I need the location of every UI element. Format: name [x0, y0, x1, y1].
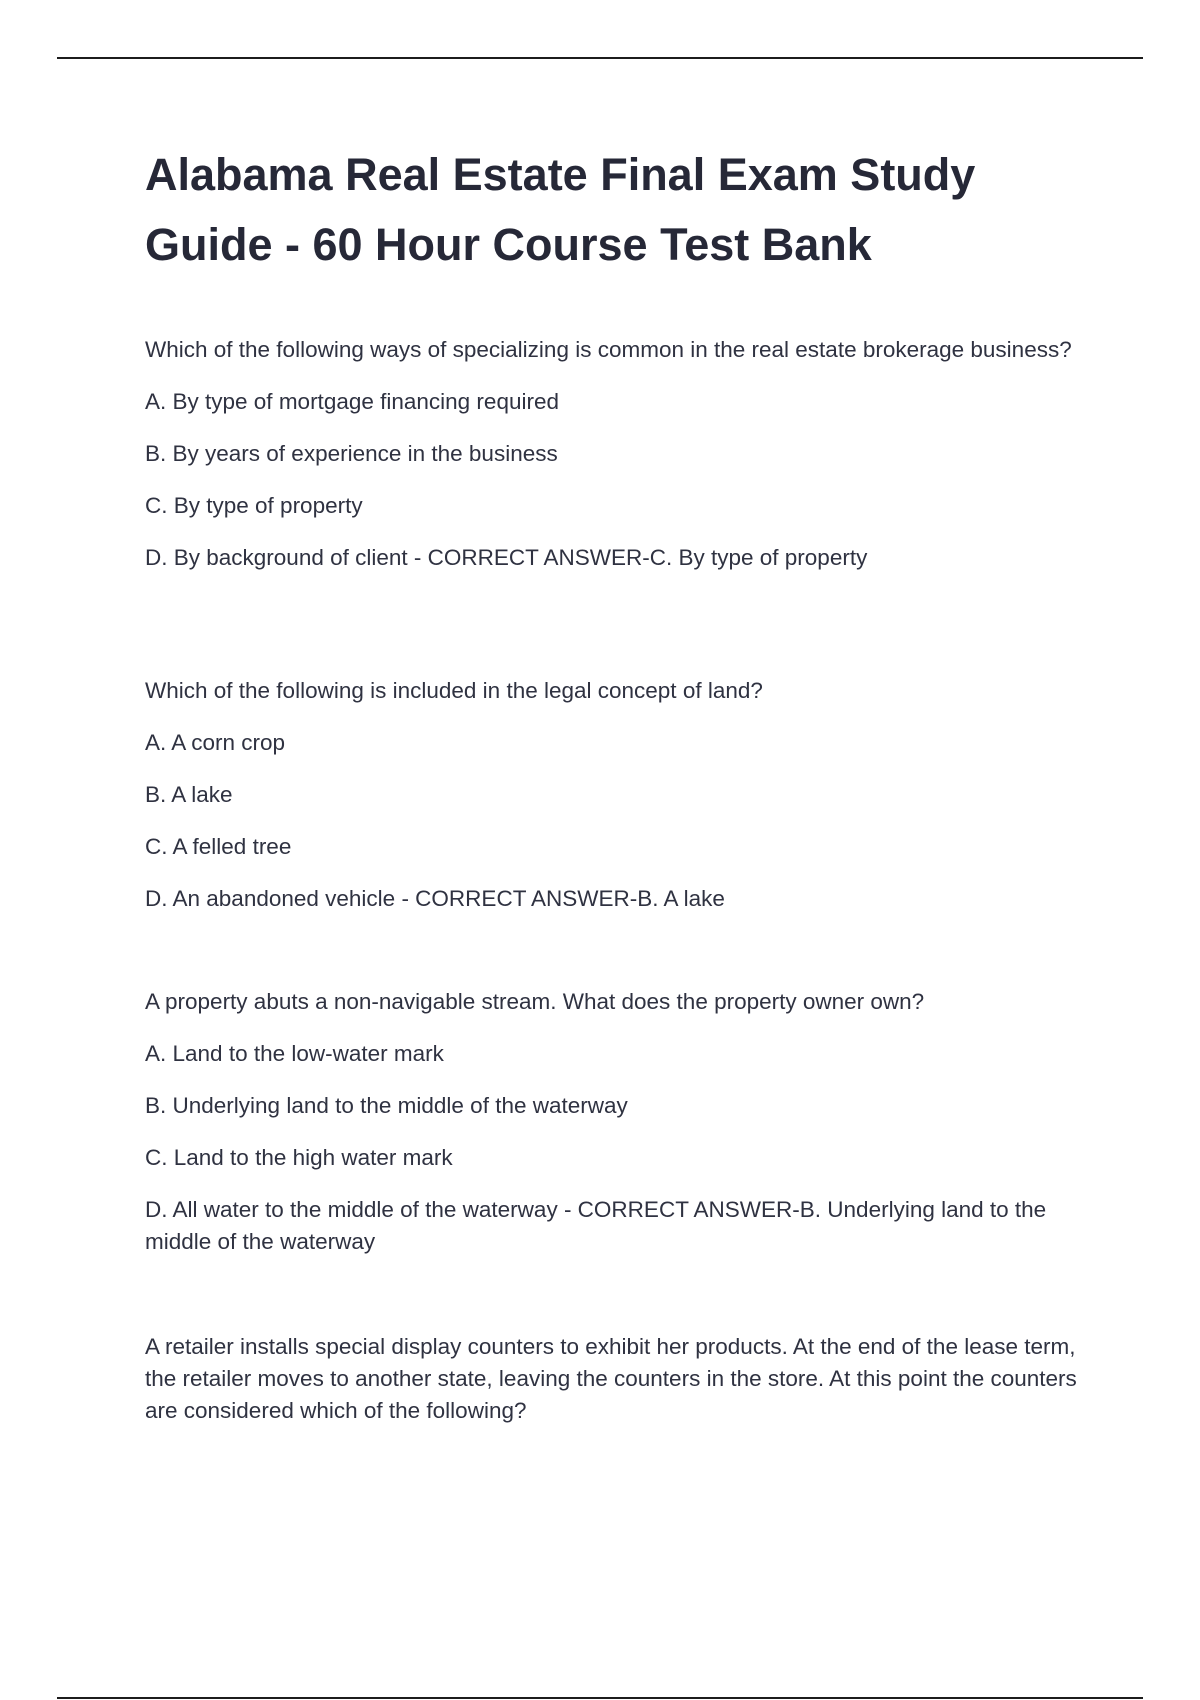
- answer-option-b: B. Underlying land to the middle of the waterway: [145, 1093, 628, 1118]
- answer-option-a: A. Land to the low-water mark: [145, 1041, 444, 1066]
- question-block: [145, 675, 1095, 915]
- answer-option-d: D. An abandoned vehicle - CORRECT ANSWER-B. A lake: [145, 886, 725, 911]
- answer-option-a: A. A corn crop: [145, 730, 286, 755]
- question-block: [145, 334, 1095, 574]
- answer-option-c: C. By type of property: [145, 493, 363, 518]
- question-text: A retailer installs special display counters to exhibit her products. At the end of the lease term, the retailer moves to another state, leaving the counters in the store. At this point the counters are considered which of the following?: [145, 1334, 1077, 1423]
- answer-option-b: B. By years of experience in the business: [145, 441, 558, 466]
- question-block: [145, 1331, 1095, 1427]
- question-block: [145, 986, 1095, 1258]
- top-divider: [57, 57, 1143, 59]
- page-title: Alabama Real Estate Final Exam Study Guide - 60 Hour Course Test Bank: [145, 149, 976, 270]
- answer-option-c: C. A felled tree: [145, 834, 292, 859]
- answer-option-d: D. All water to the middle of the waterway - CORRECT ANSWER-B. Underlying land to the middle of the waterway: [145, 1197, 1047, 1254]
- answer-option-b: B. A lake: [145, 782, 233, 807]
- answer-option-a: A. By type of mortgage financing required: [145, 389, 559, 414]
- question-text: Which of the following ways of specializing is common in the real estate brokerage business?: [145, 337, 1072, 362]
- bottom-divider: [57, 1697, 1143, 1699]
- answer-option-c: C. Land to the high water mark: [145, 1145, 453, 1170]
- question-text: A property abuts a non-navigable stream. What does the property owner own?: [145, 989, 925, 1014]
- question-text: Which of the following is included in the legal concept of land?: [145, 678, 763, 703]
- answer-option-d: D. By background of client - CORRECT ANSWER-C. By type of property: [145, 545, 868, 570]
